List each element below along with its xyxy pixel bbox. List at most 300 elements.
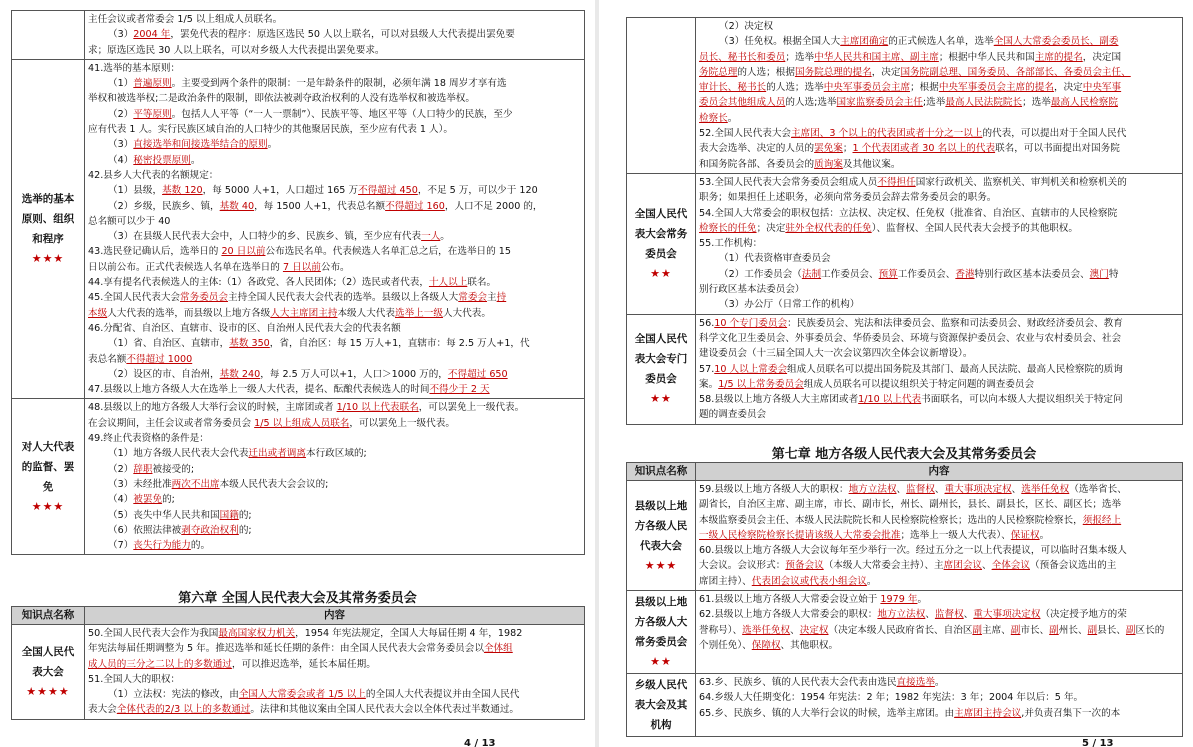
chapter7-table (626, 462, 1183, 737)
key-point: 7 日以前 (282, 261, 321, 273)
text-span: （决定授予地方的荣 (1040, 609, 1127, 621)
text-span: 在会议期间，主任会议或者常务委员会 (88, 417, 255, 429)
key-point: 不得超过 650 (447, 368, 508, 380)
text-span: 表大会选举、决定的人员的 (699, 143, 815, 155)
text-span: （1）县级， (108, 185, 163, 197)
key-point: 最高人民检察院 (1050, 97, 1118, 109)
text-span: （4） (108, 154, 134, 166)
label-line: 机构 (650, 719, 672, 732)
text-span: ，罢免代表的程序：原选区选民 50 人以上联名，可以对县级人大代表提出罢免要 (170, 29, 515, 41)
text-span: （2）乡级，民族乡、镇， (108, 200, 220, 212)
key-point: 检察长的任免 (699, 222, 757, 234)
importance-stars: ★★ (650, 655, 672, 669)
text-span: （1）立法权：宪法的修改，由 (108, 689, 239, 701)
content-cell (696, 173, 1183, 314)
text-span: 的; (162, 494, 175, 506)
text-span: 44.享有提名代表候选人的主体:（1）各政党、各人民团体;（2）选民或者代表， (88, 277, 429, 289)
text-span: （3）任免权。根据全国人大 (719, 36, 841, 48)
key-point: 主席团、3 个以上的代表团或者十分之一以上 (791, 128, 983, 140)
content-cell (696, 18, 1183, 174)
content-line (88, 336, 581, 351)
label-line: 全国人民代 (634, 333, 688, 346)
text-span: 的全国人大代表提议并由全国人民代 (365, 689, 520, 701)
text-span: ,并负责召集下一次的本 (1021, 707, 1121, 719)
key-point: 监督权 (934, 609, 964, 621)
key-point: 重大事项决定权 (944, 484, 1012, 495)
content-line (699, 377, 1179, 392)
text-span: 本行政区域的; (305, 448, 367, 460)
content-line (88, 538, 581, 553)
importance-stars: ★★★★ (26, 684, 70, 698)
key-point: 迁出或者调离 (248, 448, 306, 460)
content-line (88, 43, 581, 58)
text-span: 组成人员联名可以提出国务院及其部门、最高人民法院、最高人民检察院的质询 (787, 363, 1123, 375)
content-line (88, 107, 581, 122)
text-span: 的人选；选举 (766, 82, 824, 94)
text-span: 。 (934, 677, 945, 689)
table-row (627, 18, 1183, 174)
content-line (699, 607, 1179, 622)
text-span: ，每 2.5 万人可以+1，人口＞1000 万的， (260, 368, 448, 380)
text-span: 举权和被选举权;二是政治条件的限制，即依法被剥夺政治权利的人没有选举权和被选举权。 (88, 93, 475, 105)
key-point: 预算 (878, 268, 898, 280)
content-line (699, 528, 1179, 543)
text-span: 组成人员联名可以提议组织关于特定问题的调查委员会 (803, 378, 1035, 390)
text-span: 54.全国人大常委会的职权包括：立法权、决定权、任免权（批准省、自治区、直辖市的人民检察院 (699, 207, 1118, 219)
importance-stars: ★★ (650, 392, 672, 406)
key-point: 法制 (801, 268, 822, 280)
text-span: 。 (866, 575, 877, 587)
text-span: ，决定 (1053, 82, 1083, 94)
content-line (699, 175, 1179, 190)
text-span: ;选举 (922, 97, 946, 109)
content-line (88, 431, 581, 446)
label-line: 表大会常务 (634, 227, 688, 240)
content-cell (696, 314, 1183, 424)
content-line (88, 199, 581, 214)
label-line: 选举的基本 (21, 193, 75, 206)
content-line (699, 297, 1179, 312)
page-number: 4 / 13 (464, 738, 496, 747)
text-span: 48.县级以上的地方各级人大举行会议的时候，主席团或者 (88, 402, 337, 414)
key-point: 主席团主持会议 (954, 707, 1022, 719)
text-span: （2） (108, 108, 134, 120)
importance-stars: ★★★ (31, 252, 65, 266)
chapter7-title: 第七章 地方各级人民代表大会及其常务委员会 (771, 447, 1037, 462)
text-span: ，每 1500 人+1，代表总名额 (254, 200, 386, 212)
content-line (699, 690, 1179, 705)
content-line (88, 183, 581, 198)
text-span: 46.分配省、自治区、直辖市、设市的区、自治州人民代表大会的代表名额 (88, 322, 401, 334)
content-line (699, 19, 1179, 34)
content-cell (85, 625, 585, 720)
text-span: （1）代表资格审查委员会 (719, 253, 831, 265)
text-span: 49.终止代表资格的条件是： (88, 433, 209, 445)
text-span: 席团主持）、 (699, 575, 752, 587)
label-line: 对人大代表 (21, 440, 75, 453)
label-line: 委员会 (645, 373, 677, 386)
text-span: 市长、 (1020, 624, 1050, 636)
key-point: 持 (496, 292, 507, 304)
content-line (88, 76, 581, 91)
key-point: 平等原则 (133, 108, 172, 120)
text-span: ； (842, 143, 853, 155)
content-line (88, 641, 581, 656)
text-span: 。 (1039, 529, 1050, 541)
text-span: 本级人民代表大会会议的; (219, 478, 329, 490)
content-line (699, 574, 1179, 589)
key-point: 常务委员会 (180, 292, 228, 304)
content-line (88, 306, 581, 321)
key-point: 丧失行为能力 (133, 540, 191, 552)
key-point: 直接选举 (896, 677, 935, 689)
key-point: 不得担任 (877, 176, 916, 188)
text-span: 公布选民名单。代表候选人名单汇总之后，在选举日的 15 (265, 246, 511, 258)
text-span: 的代表，可以提出对于全国人民代 (982, 128, 1127, 140)
key-point: 中华人民共和国主席、副主席 (814, 51, 939, 63)
content-line (699, 34, 1179, 49)
text-span: 47.县级以上地方各级人大在选举上一级人大代表，提名、酝酿代表候选人的时间 (88, 384, 430, 396)
key-point: 国务院总理的提名 (794, 66, 872, 78)
content-line (699, 482, 1179, 497)
text-span: ）、监督权、全国人民代表大会授予的其他职权。 (871, 222, 1078, 234)
text-span: 国家行政机关、监察机关、审判机关和检察机关的 (915, 176, 1127, 188)
content-line (699, 706, 1179, 721)
key-point: 一级人民检察院检察长提请该级人大常委会批准 (699, 529, 901, 541)
text-span: 人大代表。 (442, 307, 491, 319)
key-point: 检察长 (699, 112, 728, 124)
label-line: 表大会及其 (634, 699, 688, 712)
text-span: 本级人大代表 (337, 307, 395, 319)
content-line (699, 236, 1179, 251)
key-point: 1/5 以上常务委员会 (718, 378, 804, 390)
knowledge-point-label (627, 314, 696, 424)
key-point: 香港 (955, 268, 975, 280)
knowledge-point-label (12, 399, 85, 555)
text-span: 州长、 (1058, 624, 1088, 636)
key-point: 澳门 (1089, 268, 1109, 280)
content-line (88, 687, 581, 702)
text-span: 建设委员会（十三届全国人大一次会议第四次全体会议新增设）。 (699, 348, 973, 360)
content-line (699, 638, 1179, 653)
text-span: 58.县级以上地方各级人大主席团或者 (699, 394, 859, 406)
importance-stars: ★★★ (31, 499, 65, 513)
text-span: 45.全国人民代表大会 (88, 292, 181, 304)
text-span: 的正式候选人名单，选举 (888, 36, 994, 48)
key-point: 1/5 以上组成人员联名 (254, 417, 350, 429)
key-point: 副 (1010, 624, 1021, 636)
content-line (699, 282, 1179, 297)
content-line (699, 543, 1179, 558)
content-line (88, 321, 581, 336)
label-line: 方各级人大 (634, 616, 688, 629)
content-line (699, 126, 1179, 141)
content-line (699, 141, 1179, 156)
content-line (699, 497, 1179, 512)
text-span: 本级监察委员会主任、本级人民法院院长和人民检察院检察长；选出的人民检察院检察长， (699, 514, 1083, 526)
text-span: （3） (108, 139, 134, 151)
key-point: 全国人大常委会或者 1/5 以上 (238, 689, 366, 701)
content-line (88, 400, 581, 415)
text-span: （选举省长、 (1069, 484, 1127, 495)
content-line (699, 392, 1179, 407)
label-line: 乡级人民代 (634, 679, 688, 692)
label-line: 的监督、罢 (21, 460, 75, 473)
key-point: 2004 年 (133, 29, 171, 41)
text-span: 副省长，自治区主席、副主席，市长、副市长，州长、副州长，县长、副县长，区长、副区长；选举 (699, 499, 1122, 511)
key-point: 重大事项决定权 (973, 609, 1041, 621)
key-point: 中央军事委员会主席 (823, 82, 911, 94)
content-line (88, 508, 581, 523)
knowledge-point-label (12, 625, 85, 720)
key-point: 全体代表的2/3 以上的多数通过 (116, 704, 251, 716)
content-line (699, 346, 1179, 361)
text-span: 50.全国人民代表大会作为我国 (88, 628, 219, 639)
text-span: ：民族委员会、宪法和法律委员会、监察和司法委员会、财政经济委员会、教育 (787, 317, 1123, 329)
text-span: 大会议。会议形式： (699, 560, 786, 572)
text-span: （1）省、自治区、直辖市， (108, 338, 230, 350)
table-row (12, 11, 585, 60)
chapter6-title: 第六章 全国人民代表大会及其常务委员会 (178, 591, 417, 606)
text-span: 工作委员会、 (821, 268, 879, 280)
key-point: 不得少于 2 天 (429, 384, 490, 396)
text-span: （5）丧失中华人民共和国 (108, 509, 220, 521)
key-point: 国籍 (219, 509, 239, 521)
text-span: 。包括人人平等（“一人一票制”）、民族平等、地区平等（人口特少的民族，至少 (171, 108, 513, 120)
text-span: 、 (982, 560, 992, 572)
text-span: 41.选举的基本原则： (88, 62, 181, 74)
text-span: 43.选民登记确认后，选举日的 (88, 246, 222, 258)
content-line (88, 27, 581, 42)
label-line: 方各级人民 (634, 519, 688, 532)
text-span: 职务；如果担任上述职务，必须向常务委员会辞去常务委员会的职务。 (699, 192, 997, 204)
content-line (699, 206, 1179, 221)
content-cell (85, 59, 585, 399)
content-line (88, 382, 581, 397)
text-span: 。 (267, 139, 278, 151)
content-line (88, 702, 581, 717)
header-knowledge: 知识点名称 (627, 463, 696, 481)
key-point: 10 个专门委员会 (714, 317, 788, 329)
text-span: （1） (108, 78, 134, 90)
key-point: 罢免案 (814, 143, 843, 155)
text-span: （7） (108, 540, 134, 552)
text-span: （3）在县级人民代表大会中，人口特少的乡、民族乡、镇，至少应有代表 (108, 231, 422, 243)
text-span: （2） (108, 463, 134, 475)
label-line: 委员会 (645, 247, 677, 260)
table-row (627, 674, 1183, 737)
key-point: 普遍原则 (133, 78, 172, 90)
text-span: 55.工作机构： (699, 238, 763, 250)
key-point: 20 日以前 (221, 246, 266, 258)
key-point: 1/10 以上代表 (858, 394, 922, 406)
content-line (88, 492, 581, 507)
left-top-table (11, 10, 585, 555)
content-line (88, 367, 581, 382)
content-line (699, 592, 1179, 607)
key-point: 国家监察委员会主任 (836, 97, 923, 109)
text-span: ；决定 (756, 222, 786, 234)
text-span: 主任会议或者常委会 1/5 以上组成人员联名。 (88, 14, 283, 25)
text-span: ，每 5000 人+1，人口超过 165 万 (202, 185, 359, 197)
text-span: 、 (934, 484, 945, 495)
key-point: 不得超过 450 (358, 185, 418, 197)
text-span: ；根据 (910, 82, 939, 94)
text-span: 总名额可以少于 40 (88, 215, 171, 227)
label-line: 表大会专门 (634, 353, 688, 366)
text-span: 的; (238, 509, 252, 521)
text-span: ，决定国 (1082, 51, 1122, 63)
content-line (88, 137, 581, 152)
text-span: 主持全国人民代表大会代表的选举。县级以上各级人大 (227, 292, 459, 304)
text-span: ；选举 (1022, 97, 1051, 109)
content-line (699, 316, 1179, 331)
content-line (699, 362, 1179, 377)
text-span: 。 (440, 231, 450, 243)
text-span: 别行政区基本法委员会） (699, 284, 805, 296)
key-point: 基数 40 (219, 200, 255, 212)
key-point: 不得超过 160 (385, 200, 445, 212)
text-span: （3）办公厅（日常工作的机构） (719, 299, 860, 311)
text-span: 特别行政区基本法委员会、 (974, 268, 1090, 280)
key-point: 保障权 (751, 639, 781, 651)
key-point: 副 (1125, 624, 1136, 636)
key-point: 两次不出席 (171, 478, 220, 490)
key-point: 审计长、秘书长 (699, 82, 767, 94)
page-number: 5 / 13 (1082, 738, 1114, 747)
key-point: 全体会议 (991, 560, 1030, 572)
text-span: （3）未经批准 (108, 478, 172, 490)
content-line (699, 623, 1179, 638)
key-point: 1/10 以上代表联名 (336, 402, 419, 414)
table-header-row (627, 463, 1183, 481)
key-point: 中央军事委员会主席的提名 (938, 82, 1054, 94)
key-point: 基数 120 (162, 185, 203, 197)
content-cell (696, 591, 1183, 674)
text-span: 主 (487, 292, 497, 304)
text-span: ；根据中华人民共和国 (938, 51, 1035, 63)
text-span: 53.全国人民代表大会常务委员会组成人员 (699, 176, 878, 188)
text-span: 科学文化卫生委员会、外事委员会、华侨委员会、环境与资源保护委员会、农业与农村委员会、社会 (699, 332, 1122, 344)
text-span: ，省，自治区：每 15 万人+1，直辖市：每 2.5 万人+1，代 (269, 338, 530, 350)
key-point: 剥夺政治权利 (181, 524, 239, 536)
content-line (699, 65, 1179, 80)
content-line (699, 50, 1179, 65)
text-span: 、其他职权。 (780, 639, 839, 651)
content-line (699, 111, 1179, 126)
text-span: 的人选；根据 (737, 66, 795, 78)
label-line: 免 (42, 480, 54, 493)
text-span: 及其他议案。 (842, 158, 901, 170)
table-row (627, 481, 1183, 591)
text-span: 年宪法每届任期调整为 5 年。推迟选举和延长任期的条件：由全国人民代表大会常务委员会以 (88, 643, 484, 655)
text-span: 区长的 (1135, 624, 1165, 636)
key-point: 地方立法权 (877, 609, 926, 621)
text-span: 65.乡、民族乡、镇的人大举行会议的时候，选举主席团。由 (699, 707, 955, 719)
key-point: 须报经上 (1082, 514, 1122, 526)
content-line (88, 446, 581, 461)
label-line: 县级以上地 (634, 499, 688, 512)
key-point: 驻外全权代表的任免 (785, 222, 872, 234)
text-span: 案。 (699, 378, 719, 390)
key-point: 本级 (88, 307, 108, 319)
text-span: 的。 (190, 540, 211, 552)
text-span: 63.乡、民族乡、镇的人民代表大会代表由选民 (699, 677, 897, 689)
key-point: 1 个代表团或者 30 名以上的代表 (852, 143, 996, 155)
content-line (699, 675, 1179, 690)
key-point: 直接选举和间接选举结合的原则 (133, 139, 268, 151)
text-span: 、 (963, 609, 974, 621)
knowledge-point-label (627, 591, 696, 674)
text-span: 。 (917, 594, 928, 606)
text-span: 表大会 (88, 704, 117, 716)
text-span: 特 (1108, 268, 1119, 280)
content-cell (85, 399, 585, 555)
text-span: 的; (238, 524, 252, 536)
text-span: 县长、 (1097, 624, 1126, 636)
text-span: （2）设区的市、自治州， (108, 368, 220, 380)
text-span: （2）工作委员会（ (719, 268, 802, 280)
content-cell (696, 481, 1183, 591)
content-line (88, 416, 581, 431)
key-point: 常委会 (458, 292, 488, 304)
right-page (599, 0, 1193, 747)
text-span: 联名。 (467, 277, 497, 289)
text-span: 日以前公布。正式代表候选人名单在选举日的 (88, 261, 283, 273)
text-span: ；选举上一级人大代表）、 (900, 529, 1011, 541)
text-span: （4） (108, 494, 134, 506)
right-top-table (626, 17, 1183, 425)
table-row (627, 173, 1183, 314)
table-header-row (12, 607, 585, 625)
key-point: 副 (972, 624, 983, 636)
text-span: ；选举 (785, 51, 815, 63)
label-line: 表大会 (32, 665, 64, 678)
label-line: 全国人民代 (21, 645, 75, 658)
text-span: 。主要受到两个条件的限制：一是年龄条件的限制，必须年满 18 周岁才享有选 (171, 78, 507, 90)
content-cell (696, 674, 1183, 737)
text-span: 应有代表 1 人。实行民族区域自治的人口特少的其他聚居民族，至少应有代表 1 人）。 (88, 124, 453, 136)
content-line (88, 229, 581, 244)
text-span: （2）决定权 (719, 21, 774, 32)
text-span: （决定本级人民政府省长、自治区 (828, 624, 973, 636)
text-span: 。 (190, 154, 201, 166)
content-line (699, 407, 1179, 422)
text-span: 。法律和其他议案由全国人民代表大会以全体代表过半数通过。 (250, 704, 520, 716)
key-point: 保证权 (1010, 529, 1040, 541)
text-span: 被接受的; (152, 463, 195, 475)
key-point: 选举上一级 (395, 307, 443, 319)
key-point: 一人 (421, 231, 441, 243)
content-line (88, 657, 581, 672)
label-line: 和程序 (32, 233, 64, 246)
text-span: 60.县级以上地方各级人大会议每年至少举行一次。经过五分之一以上代表提议，可以临时召集本级人 (699, 545, 1127, 557)
content-line (699, 95, 1179, 110)
importance-stars: ★★ (650, 266, 672, 280)
key-point: 辞职 (133, 463, 153, 475)
text-span: 公布。 (320, 261, 350, 273)
text-span: 51.全国人大的职权： (88, 673, 181, 685)
key-point: 10 人以上常委会 (714, 363, 788, 375)
content-line (88, 523, 581, 538)
chapter6-table (11, 606, 585, 720)
text-span: 表总名额 (88, 353, 127, 365)
key-point: 选举任免权 (742, 624, 791, 636)
content-line (699, 331, 1179, 346)
key-point: 中央军事 (1082, 82, 1122, 94)
text-span: ，1954 年宪法规定，全国人大每届任期 4 年，1982 (295, 628, 523, 639)
text-span: 求；原选区选民 30 人以上联名，可以对乡级人大代表提出罢免要求。 (88, 44, 385, 56)
